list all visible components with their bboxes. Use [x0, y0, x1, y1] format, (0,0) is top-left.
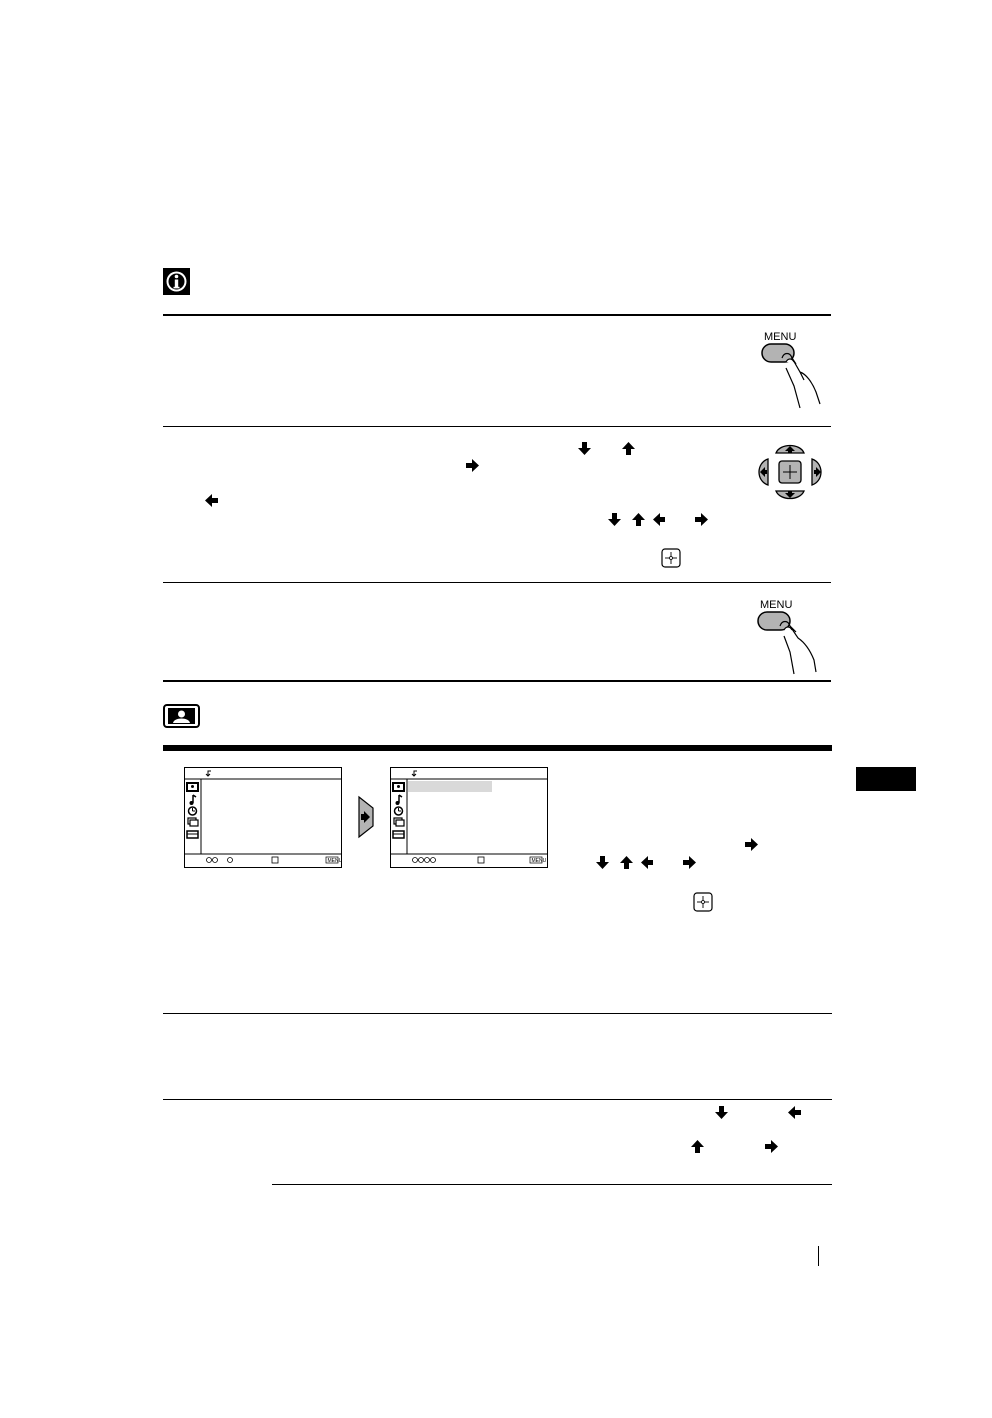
osd-screen-main-menu: [184, 767, 342, 868]
osd-screen-picture-menu: [390, 767, 548, 868]
up-arrow-icon: [690, 1139, 705, 1154]
menu-button-illustration: [756, 596, 826, 676]
ok-button-icon: [661, 548, 681, 568]
page-number-rule: [818, 1246, 819, 1266]
menu-label: MENU: [760, 599, 793, 611]
divider: [163, 582, 831, 583]
right-arrow-icon: [764, 1139, 779, 1154]
info-icon: [163, 268, 190, 295]
left-arrow-icon: [204, 493, 219, 508]
divider: [163, 680, 831, 682]
section-divider-thick: [163, 745, 832, 751]
right-arrow-icon: [465, 458, 480, 473]
dpad-illustration: [752, 441, 829, 503]
divider: [272, 1184, 832, 1185]
divider: [163, 426, 831, 427]
arrow-keys-group: [595, 855, 700, 870]
down-arrow-icon: [714, 1105, 729, 1120]
ok-button-icon: [693, 892, 713, 912]
divider: [163, 314, 831, 316]
osd-menu-label: MENU: [327, 857, 343, 864]
left-arrow-icon: [787, 1105, 802, 1120]
menu-button-illustration: [756, 328, 826, 412]
arrow-keys-group: [607, 512, 712, 527]
next-screen-arrow-icon: [357, 796, 375, 838]
osd-menu-label: MENU: [531, 857, 547, 864]
up-arrow-icon: [621, 441, 636, 456]
picture-mode-icon: [163, 704, 200, 728]
menu-label: MENU: [764, 331, 797, 343]
right-arrow-icon: [744, 837, 759, 852]
down-arrow-icon: [577, 441, 592, 456]
divider: [163, 1099, 832, 1100]
divider: [163, 1013, 832, 1014]
section-tab: [856, 767, 916, 791]
